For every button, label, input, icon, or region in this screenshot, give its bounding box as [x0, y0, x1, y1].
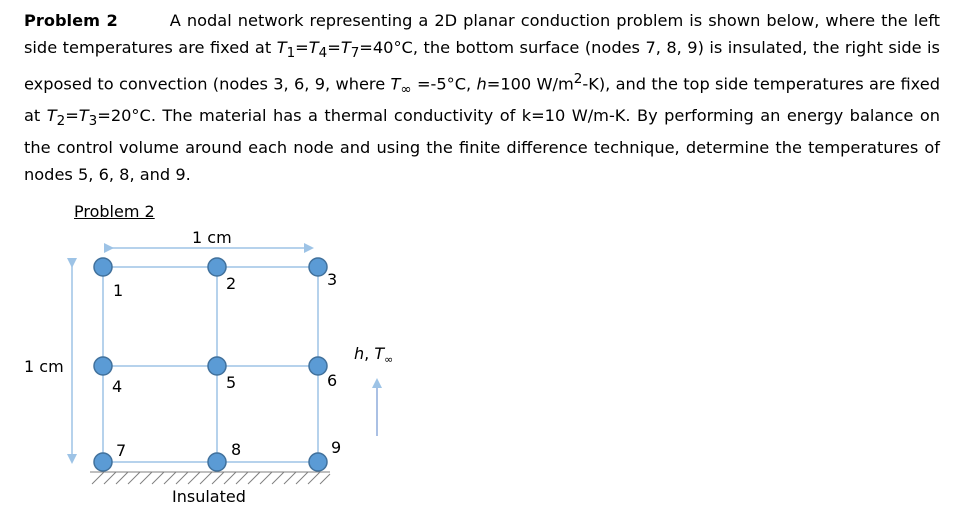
subscript-inf: ∞: [400, 81, 412, 98]
node-4: [94, 357, 112, 375]
equals-2: =: [327, 37, 341, 57]
subscript-2: 2: [56, 113, 66, 130]
conv-separator: ,: [364, 344, 375, 363]
node-3: [309, 258, 327, 276]
statement-part-3: -K), and the top side temperatures are fixed at: [24, 74, 940, 126]
node-7: [94, 453, 112, 471]
node-6: [309, 357, 327, 375]
subscript-3: 3: [88, 113, 98, 130]
height-label: 1 cm: [24, 357, 64, 376]
node-label-9: 9: [331, 438, 342, 457]
nodes: [94, 258, 327, 471]
problem-heading: Problem 2: [24, 11, 118, 30]
insulation-hatching: [90, 472, 330, 484]
symbol-h: h: [476, 74, 487, 94]
conv-inf-subscript: ∞: [384, 353, 394, 367]
node-label-4: 4: [112, 377, 123, 396]
figure-title: Problem 2: [74, 202, 155, 221]
value-left-temp: =40°C: [359, 37, 413, 57]
node-label-2: 2: [226, 274, 237, 293]
dimension-arrows: [72, 248, 312, 462]
node-label-3: 3: [327, 270, 338, 289]
temp-symbol-t1: T: [276, 37, 287, 57]
value-tinf: =-5°C,: [411, 74, 477, 94]
equals-1: =: [295, 37, 309, 57]
node-2: [208, 258, 226, 276]
statement-part-1: A nodal network representing a 2D planar conduction problem is shown below, where the left side temperatures are fixed at: [24, 11, 940, 57]
node-label-7: 7: [116, 441, 127, 460]
temp-symbol-tinf: T: [390, 74, 401, 94]
node-5: [208, 357, 226, 375]
value-h: =100 W/m: [486, 74, 574, 94]
node-label-6: 6: [327, 371, 338, 390]
node-label-1: 1: [113, 281, 124, 300]
conv-h-symbol: h: [354, 344, 365, 363]
subscript-1: 1: [286, 44, 296, 61]
subscript-7: 7: [350, 44, 360, 61]
temp-symbol-t7: T: [340, 37, 351, 57]
equals-3: =: [65, 106, 79, 126]
temp-symbol-t2: T: [46, 106, 57, 126]
node-8: [208, 453, 226, 471]
insulated-label: Insulated: [172, 487, 246, 506]
convection-label: [354, 344, 393, 366]
superscript-2: 2: [573, 71, 583, 88]
statement-part-2: , the bottom surface (nodes 7, 8, 9) is insulated, the right side is exposed to convection (nodes 3, 6, 9, where: [24, 37, 940, 94]
node-label-5: 5: [226, 373, 237, 392]
temp-symbol-t4: T: [308, 37, 319, 57]
node-9: [309, 453, 327, 471]
node-1: [94, 258, 112, 276]
conv-t-symbol: T: [374, 344, 385, 363]
statement-part-4: =20°C. The material has a thermal conductivity of k=10 W/m-K. By performing an energy balance on the control volume around each node and using the finite difference technique, determine the temperatures of nodes 5, 6, 8, and 9.: [24, 106, 940, 184]
subscript-4: 4: [318, 44, 328, 61]
width-label: 1 cm: [192, 228, 232, 247]
node-label-8: 8: [231, 440, 242, 459]
temp-symbol-t3: T: [78, 106, 89, 126]
